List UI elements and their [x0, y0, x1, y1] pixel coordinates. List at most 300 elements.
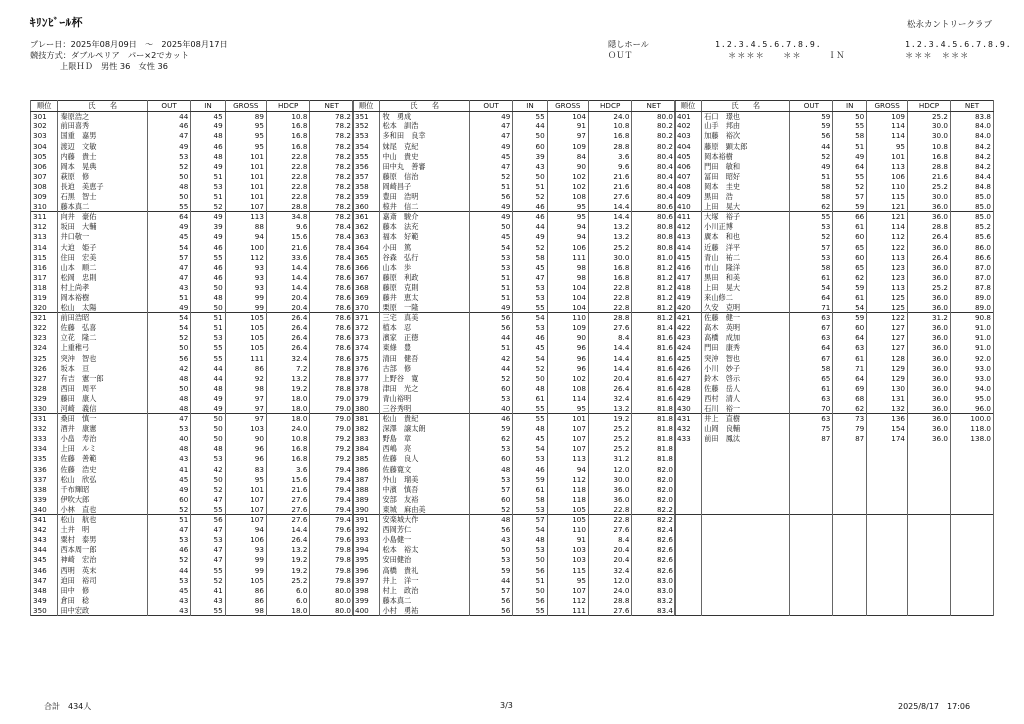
- out-cell: [790, 555, 833, 565]
- table-row: [31, 212, 354, 222]
- out-cell: 53: [147, 424, 191, 434]
- net-cell: 93.0: [950, 363, 993, 373]
- gross-cell: 83: [225, 464, 266, 474]
- out-cell: 47: [147, 131, 191, 141]
- out-cell: 64: [790, 343, 833, 353]
- hdcp-cell: 27.6: [588, 323, 632, 333]
- gross-cell: 93: [225, 545, 266, 555]
- name-cell: 西明 英末: [58, 565, 147, 575]
- name-cell: 伊吹大郎: [58, 495, 147, 505]
- gross-cell: [867, 505, 908, 515]
- name-cell: 谷森 弘行: [380, 252, 469, 262]
- table-row: [31, 585, 354, 595]
- table-row: [675, 454, 994, 464]
- rank-cell: 409: [675, 192, 702, 202]
- gross-cell: 110: [867, 182, 908, 192]
- rank-cell: 339: [31, 495, 58, 505]
- rank-cell: 350: [31, 606, 58, 616]
- hdcp-cell: 22.8: [266, 172, 310, 182]
- gross-cell: 109: [547, 323, 588, 333]
- table-row: [675, 273, 994, 283]
- out-cell: 43: [469, 535, 513, 545]
- table-row: [353, 252, 676, 262]
- in-cell: 51: [191, 323, 225, 333]
- out-cell: 54: [790, 283, 833, 293]
- table-row: [353, 161, 676, 171]
- out-cell: 67: [790, 353, 833, 363]
- net-cell: 78.2: [310, 111, 354, 121]
- in-cell: 58: [833, 131, 867, 141]
- table-row: [675, 151, 994, 161]
- name-cell: 佐藤 岳人: [702, 384, 790, 394]
- name-cell: 岡本裕樹: [58, 293, 147, 303]
- hdcp-cell: 3.6: [588, 151, 632, 161]
- out-cell: 43: [147, 596, 191, 606]
- net-cell: 78.2: [310, 202, 354, 212]
- gross-cell: 96: [225, 454, 266, 464]
- in-cell: [833, 606, 867, 616]
- out-cell: 48: [469, 515, 513, 525]
- out-cell: 49: [147, 141, 191, 151]
- in-cell: 58: [513, 252, 547, 262]
- gross-cell: 107: [547, 434, 588, 444]
- hdcp-cell: 28.8: [588, 141, 632, 151]
- in-cell: 47: [513, 273, 547, 283]
- net-cell: 78.2: [310, 161, 354, 171]
- name-cell: [702, 454, 790, 464]
- net-cell: 82.0: [632, 484, 676, 494]
- out-cell: 60: [469, 454, 513, 464]
- out-cell: 56: [469, 606, 513, 616]
- column-header: 順位: [353, 101, 380, 112]
- table-row: [353, 172, 676, 182]
- rank-cell: 390: [353, 505, 380, 515]
- in-cell: 50: [191, 414, 225, 424]
- net-cell: 80.0: [310, 585, 354, 595]
- out-cell: [790, 464, 833, 474]
- gross-cell: 127: [867, 323, 908, 333]
- name-cell: 倉田 稔: [58, 596, 147, 606]
- hdcp-cell: 32.4: [266, 353, 310, 363]
- hdcp-cell: [907, 464, 950, 474]
- name-cell: 藤原 利政: [380, 273, 469, 283]
- in-cell: 45: [513, 434, 547, 444]
- in-cell: 57: [513, 515, 547, 525]
- hdcp-cell: 8.4: [588, 535, 632, 545]
- out-cell: 52: [147, 505, 191, 515]
- gross-cell: 123: [867, 262, 908, 272]
- name-cell: 石川 裕一: [702, 404, 790, 414]
- net-cell: 86.6: [950, 252, 993, 262]
- out-cell: 45: [469, 151, 513, 161]
- out-cell: 48: [147, 404, 191, 414]
- rank-cell: 432: [675, 424, 702, 434]
- name-cell: 上重稚弓: [58, 343, 147, 353]
- in-cell: 53: [513, 323, 547, 333]
- name-cell: 松本 訓浩: [380, 121, 469, 131]
- table-row: [675, 585, 994, 595]
- hdcp-cell: 19.2: [266, 384, 310, 394]
- table-row: [31, 252, 354, 262]
- out-cell: 53: [790, 252, 833, 262]
- rank-cell: 318: [31, 283, 58, 293]
- out-cell: [790, 585, 833, 595]
- rank-cell: 328: [31, 384, 58, 394]
- hidden-out-holes: 1.2.3.4.5.6.7.8.9.: [715, 39, 822, 49]
- column-header: 順位: [31, 101, 58, 112]
- in-cell: 46: [513, 333, 547, 343]
- name-cell: 長迫 美恵子: [58, 182, 147, 192]
- out-cell: 45: [469, 232, 513, 242]
- table-row: [31, 373, 354, 383]
- rank-cell: 356: [353, 161, 380, 171]
- name-cell: 山岡 良輔: [702, 424, 790, 434]
- rank-cell: 406: [675, 161, 702, 171]
- in-cell: 53: [513, 454, 547, 464]
- name-cell: 井上 洋一: [380, 575, 469, 585]
- name-cell: 有吉 憲一郎: [58, 373, 147, 383]
- table-row: [31, 384, 354, 394]
- in-cell: 73: [833, 414, 867, 424]
- net-cell: 79.0: [310, 424, 354, 434]
- name-cell: 突沖 智也: [58, 353, 147, 363]
- out-cell: 52: [790, 151, 833, 161]
- in-cell: 50: [191, 283, 225, 293]
- net-cell: 82.2: [632, 515, 676, 525]
- net-cell: 78.6: [310, 353, 354, 363]
- hdcp-cell: 27.6: [588, 606, 632, 616]
- out-cell: 46: [469, 414, 513, 424]
- out-cell: [790, 515, 833, 525]
- hdcp-cell: [907, 606, 950, 616]
- rank-cell: 371: [353, 313, 380, 323]
- rank-cell: 416: [675, 262, 702, 272]
- hdcp-cell: 36.0: [907, 242, 950, 252]
- rank-cell: 420: [675, 303, 702, 313]
- name-cell: 西本周一郎: [58, 545, 147, 555]
- hdcp-cell: 28.8: [266, 202, 310, 212]
- hdcp-cell: 25.2: [907, 182, 950, 192]
- net-cell: 80.4: [632, 172, 676, 182]
- table-row: [353, 575, 676, 585]
- table-row: [675, 394, 994, 404]
- hdcp-cell: 15.6: [266, 474, 310, 484]
- in-cell: 49: [191, 232, 225, 242]
- hdcp-cell: 31.2: [588, 454, 632, 464]
- table-row: [353, 384, 676, 394]
- gross-cell: 95: [547, 575, 588, 585]
- net-cell: 83.4: [632, 606, 676, 616]
- table-row: [675, 424, 994, 434]
- name-cell: 福本 好範: [380, 232, 469, 242]
- gross-cell: 97: [547, 131, 588, 141]
- table-row: [675, 192, 994, 202]
- in-cell: 87: [833, 434, 867, 444]
- gross-cell: 128: [867, 353, 908, 363]
- gross-cell: 101: [225, 172, 266, 182]
- in-cell: 48: [191, 444, 225, 454]
- name-cell: 小川 妙子: [702, 363, 790, 373]
- table-row: [31, 545, 354, 555]
- out-cell: 49: [469, 141, 513, 151]
- net-cell: 84.8: [950, 182, 993, 192]
- gross-cell: 105: [225, 313, 266, 323]
- in-cell: 49: [191, 212, 225, 222]
- in-cell: 56: [513, 565, 547, 575]
- column-header: 氏 名: [702, 101, 790, 112]
- column-header: NET: [310, 101, 354, 112]
- in-cell: 55: [513, 111, 547, 121]
- hdcp-cell: 16.8: [266, 121, 310, 131]
- net-cell: 100.0: [950, 414, 993, 424]
- hdcp-cell: 10.8: [907, 141, 950, 151]
- net-cell: 90.8: [950, 313, 993, 323]
- in-cell: 52: [191, 202, 225, 212]
- net-cell: 78.2: [310, 131, 354, 141]
- out-cell: 49: [469, 303, 513, 313]
- in-cell: 44: [513, 121, 547, 131]
- hdcp-cell: 13.2: [266, 545, 310, 555]
- rank-cell: 316: [31, 262, 58, 272]
- net-cell: 82.2: [632, 505, 676, 515]
- gross-cell: 95: [547, 202, 588, 212]
- hdcp-cell: 16.8: [588, 131, 632, 141]
- gross-cell: 107: [225, 515, 266, 525]
- rank-cell: 335: [31, 454, 58, 464]
- hdcp-cell: 10.8: [266, 434, 310, 444]
- out-cell: 49: [147, 484, 191, 494]
- table-row: [31, 273, 354, 283]
- in-cell: 55: [191, 353, 225, 363]
- hdcp-cell: 18.0: [266, 414, 310, 424]
- in-cell: 45: [513, 262, 547, 272]
- net-cell: [950, 495, 993, 505]
- in-cell: 50: [191, 303, 225, 313]
- out-cell: [790, 505, 833, 515]
- hdcp-cell: 13.2: [588, 222, 632, 232]
- in-cell: 64: [833, 333, 867, 343]
- table-row: [353, 232, 676, 242]
- rank-cell: 396: [353, 565, 380, 575]
- gross-cell: 92: [225, 373, 266, 383]
- rank-cell: 314: [31, 242, 58, 252]
- rank-cell: 385: [353, 454, 380, 464]
- hdcp-cell: 14.4: [266, 262, 310, 272]
- hdcp-cell: [907, 525, 950, 535]
- in-cell: 53: [513, 505, 547, 515]
- table-row: [675, 444, 994, 454]
- hdcp-cell: 36.0: [907, 363, 950, 373]
- table-row: [353, 363, 676, 373]
- hdcp-cell: 18.0: [266, 394, 310, 404]
- in-cell: 55: [191, 343, 225, 353]
- in-cell: 47: [191, 495, 225, 505]
- gross-cell: 90: [225, 434, 266, 444]
- net-cell: 78.6: [310, 303, 354, 313]
- net-cell: 89.0: [950, 303, 993, 313]
- out-cell: 56: [469, 525, 513, 535]
- table-row: [675, 384, 994, 394]
- out-cell: 44: [469, 575, 513, 585]
- out-cell: 56: [469, 313, 513, 323]
- table-row: [31, 575, 354, 585]
- column-header: HDCP: [907, 101, 950, 112]
- table-row: [675, 515, 994, 525]
- gross-cell: 114: [547, 394, 588, 404]
- rank-cell: 367: [353, 273, 380, 283]
- rank-cell: 329: [31, 394, 58, 404]
- rank-cell: 372: [353, 323, 380, 333]
- hdcp-cell: 25.2: [907, 283, 950, 293]
- hdcp-cell: [907, 565, 950, 575]
- out-cell: 52: [469, 505, 513, 515]
- hdcp-cell: 36.0: [588, 495, 632, 505]
- name-cell: 黒田 浩: [702, 192, 790, 202]
- net-cell: 81.8: [632, 414, 676, 424]
- net-cell: 78.4: [310, 222, 354, 232]
- table-row: [31, 121, 354, 131]
- column-header: OUT: [790, 101, 833, 112]
- hdcp-cell: 36.0: [907, 414, 950, 424]
- in-cell: 55: [513, 606, 547, 616]
- rank-cell: 431: [675, 414, 702, 424]
- rank-cell: 403: [675, 131, 702, 141]
- in-cell: 54: [513, 353, 547, 363]
- net-cell: 79.4: [310, 474, 354, 484]
- net-cell: 80.6: [632, 212, 676, 222]
- hdcp-cell: 27.6: [266, 505, 310, 515]
- net-cell: 79.0: [310, 404, 354, 414]
- table-row: [353, 585, 676, 595]
- hdcp-cell: 20.4: [588, 373, 632, 383]
- hdcp-cell: 31.2: [907, 313, 950, 323]
- gross-cell: 102: [547, 373, 588, 383]
- name-cell: 津田 光之: [380, 384, 469, 394]
- name-cell: 井上 直樹: [702, 414, 790, 424]
- hdcp-cell: 14.4: [588, 363, 632, 373]
- rank-cell: 426: [675, 363, 702, 373]
- out-cell: 61: [790, 273, 833, 283]
- rank-cell: 340: [31, 505, 58, 515]
- column-header: NET: [950, 101, 993, 112]
- name-cell: 佐藤寛文: [380, 464, 469, 474]
- rank-cell: 315: [31, 252, 58, 262]
- rank-cell: 320: [31, 303, 58, 313]
- out-cell: 47: [469, 121, 513, 131]
- out-cell: 53: [147, 151, 191, 161]
- table-row: [353, 545, 676, 555]
- table-row: [675, 404, 994, 414]
- hdcp-cell: [907, 474, 950, 484]
- name-cell: 石口 璟也: [702, 111, 790, 121]
- out-cell: 45: [147, 232, 191, 242]
- name-cell: 前田喜秀: [58, 121, 147, 131]
- table-row: [675, 464, 994, 474]
- hdcp-cell: 22.8: [588, 293, 632, 303]
- name-cell: 立花 隆二: [58, 333, 147, 343]
- out-cell: 55: [147, 202, 191, 212]
- out-cell: 75: [790, 424, 833, 434]
- gross-cell: 95: [867, 141, 908, 151]
- gross-cell: 97: [225, 414, 266, 424]
- table-row: [675, 525, 994, 535]
- hdcp-cell: [907, 454, 950, 464]
- table-row: [353, 454, 676, 464]
- table-row: [31, 283, 354, 293]
- hdcp-cell: 24.0: [266, 424, 310, 434]
- table-row: [31, 242, 354, 252]
- name-cell: 東條 豊: [380, 343, 469, 353]
- out-cell: 47: [147, 262, 191, 272]
- hdcp-cell: 26.4: [907, 232, 950, 242]
- rank-cell: [675, 545, 702, 555]
- in-cell: 41: [191, 585, 225, 595]
- in-cell: 45: [513, 343, 547, 353]
- rank-cell: [675, 495, 702, 505]
- net-cell: 78.6: [310, 273, 354, 283]
- gross-cell: 96: [547, 363, 588, 373]
- gross-cell: 122: [867, 313, 908, 323]
- gross-cell: 99: [225, 565, 266, 575]
- rank-cell: 405: [675, 151, 702, 161]
- in-cell: 53: [513, 545, 547, 555]
- out-cell: 51: [469, 293, 513, 303]
- table-row: [675, 182, 994, 192]
- table-row: [31, 424, 354, 434]
- in-cell: [833, 596, 867, 606]
- name-cell: 住田 宏美: [58, 252, 147, 262]
- in-cell: 65: [833, 262, 867, 272]
- in-cell: 51: [191, 172, 225, 182]
- table-row: [675, 303, 994, 313]
- out-cell: [790, 474, 833, 484]
- table-row: [675, 172, 994, 182]
- name-cell: 向井 豪佑: [58, 212, 147, 222]
- hdcp-cell: 32.4: [588, 394, 632, 404]
- net-cell: 84.0: [950, 121, 993, 131]
- gross-cell: 112: [867, 232, 908, 242]
- net-cell: 95.0: [950, 394, 993, 404]
- gross-cell: 111: [547, 606, 588, 616]
- in-cell: 55: [191, 252, 225, 262]
- rank-cell: 391: [353, 515, 380, 525]
- gross-cell: 95: [547, 404, 588, 414]
- net-cell: 87.0: [950, 262, 993, 272]
- hdcp-cell: 33.6: [266, 252, 310, 262]
- results-table-2: [352, 100, 676, 616]
- out-cell: 47: [147, 273, 191, 283]
- in-cell: 47: [191, 545, 225, 555]
- net-cell: 83.0: [632, 585, 676, 595]
- out-cell: 57: [790, 242, 833, 252]
- gross-cell: 94: [547, 222, 588, 232]
- rank-cell: 397: [353, 575, 380, 585]
- gross-cell: 107: [225, 505, 266, 515]
- table-row: [31, 303, 354, 313]
- net-cell: 79.6: [310, 535, 354, 545]
- net-cell: [950, 545, 993, 555]
- in-cell: 54: [513, 313, 547, 323]
- table-row: [675, 161, 994, 171]
- gross-cell: 114: [867, 131, 908, 141]
- rank-cell: 347: [31, 575, 58, 585]
- out-cell: 70: [790, 404, 833, 414]
- out-cell: 57: [469, 484, 513, 494]
- gross-cell: 105: [547, 515, 588, 525]
- hdcp-cell: 26.4: [266, 323, 310, 333]
- gross-cell: 107: [547, 585, 588, 595]
- hdcp-cell: 36.0: [907, 212, 950, 222]
